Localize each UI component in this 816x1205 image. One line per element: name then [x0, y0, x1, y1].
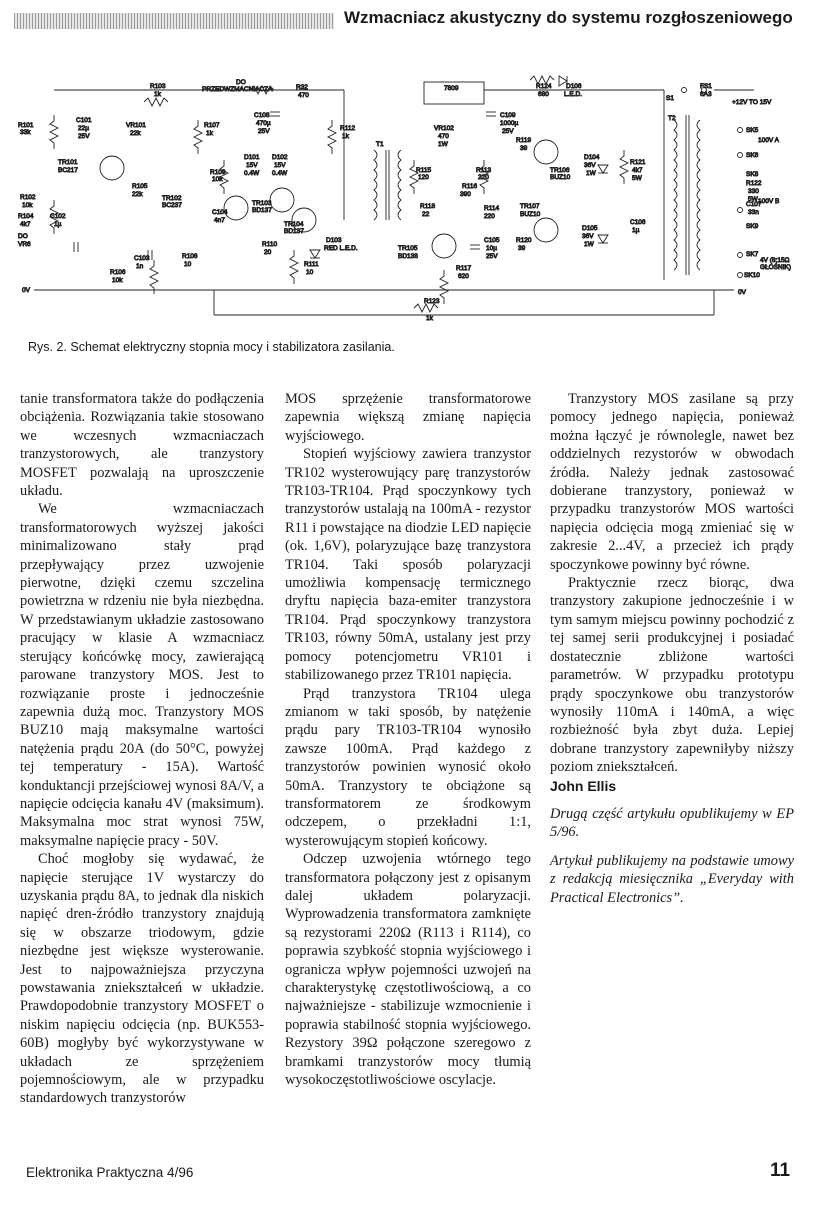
label-tr106-type: BUZ10 — [550, 174, 571, 181]
source-note: Artykuł publikujemy na podstawie umowy z redakcją miesięcznika „Everyday with Practical Electronics”. — [550, 852, 794, 906]
label-c109: C109 — [500, 112, 516, 119]
article-author: John Ellis — [550, 777, 617, 794]
label-0v-left: 0V — [22, 287, 30, 294]
label-r117: R117 — [456, 265, 472, 272]
label-r102-value: 10k — [22, 202, 33, 209]
label-r111: R111 — [304, 261, 319, 268]
label-c105-voltage: 25V — [486, 253, 498, 260]
label-r109: R109 — [210, 169, 226, 176]
label-sk6: SK6 — [746, 152, 759, 159]
label-r119-value: 39 — [520, 145, 528, 152]
label-r113-value: 220 — [478, 174, 489, 181]
label-100vb: 100V B — [758, 198, 780, 205]
label-c108-voltage: 25V — [258, 128, 270, 135]
label-r118-value: 22 — [422, 211, 430, 218]
col2-paragraph-4: Odczep uzwojenia wtórnego tego transformatora połączony jest z opisanym dalej układem polaryzacji. Wyprowadzenia transformatora zamknięte są rezystorami 220Ω (R113 i R114), co poprawia szybkość stopnia wyjściowego i ogranicza wpływ pojemności uzwojeń na charakterystykę częstotliwościową, a co najważniejsze - stabilizuje wzmocnienie i poprawia stabilność stopnia wyjściowego. Rezystory 39Ω połączone szeregowo z bramkami tranzystorów mocy tłumią wysokoczęstotliwościowe oscylacje. — [285, 851, 531, 1089]
label-d106: D106 — [566, 83, 582, 90]
label-c104-value: 4n7 — [214, 217, 225, 224]
label-r124: R124 — [536, 83, 552, 90]
label-r101: R101 — [18, 122, 34, 129]
label-tr105-type: BD138 — [398, 253, 418, 260]
label-c101-value: 22µ — [78, 125, 89, 132]
label-r122: R122 — [746, 180, 762, 187]
label-r123: R123 — [424, 298, 440, 305]
label-r114: R114 — [484, 205, 500, 212]
label-r108-value: 10 — [184, 261, 192, 268]
continuation-note: Drugą część artykułu opublikujemy w EP 5/96. — [550, 805, 794, 841]
label-c101: C101 — [76, 117, 92, 124]
label-sk7: SK7 — [746, 251, 759, 258]
label-c103: C103 — [134, 255, 150, 262]
label-r104-value: 4k7 — [20, 221, 31, 228]
label-r114-value: 220 — [484, 213, 495, 220]
label-r105-value: 22k — [132, 191, 143, 198]
label-r120-value: 39 — [518, 245, 526, 252]
label-d105-voltage: 36V — [582, 233, 594, 240]
label-d104-power: 1W — [586, 170, 596, 177]
label-d105: D105 — [582, 225, 598, 232]
label-r32-value: 470 — [298, 92, 309, 99]
col3-paragraph-2: Praktycznie rzecz biorąc, dwa tranzystory zakupione jednocześnie i w tym samym miejscu powinny pochodzić z tej samej serii produkcyjnej i posiadać dostatecznie zbliżone wartości parametrów. W przypadku prototypu prądy spoczynkowe obu tranzystorów wynosiły 110mA i 140mA, a więc rozbieżność była zbyt duża. Lepiej dobrane tranzystory zapewniłyby niższy poziom zniekształceń. — [550, 575, 794, 776]
article-column-3 — [550, 390, 794, 907]
label-d101-voltage: 15V — [246, 162, 258, 169]
label-d101-power: 0.4W — [244, 170, 260, 177]
label-100va: 100V A — [758, 137, 779, 144]
label-tr102: TR102 — [162, 195, 182, 202]
label-r112: R112 — [340, 125, 356, 132]
label-r115-value: 120 — [418, 174, 429, 181]
label-vr102: VR102 — [434, 125, 454, 132]
col1-paragraph-3: Choć mogłoby się wydawać, że napięcie sterujące 1V wystarczy do uzyskania prądu 8A, to jednak dla niskich napięć dren-źródło tranzystory znajdują się w obszarze triodowym, gdzie niezbędne jest większe wysterowanie. Jest to najpoważniejsza przyczyna powstawania zniekształceń w układzie. Prawdopodobnie tranzystory MOSFET o niskim napięciu odcięcia (np. BUK553-60B) mogłyby być wykorzystywane w układach ze sprzężeniem pojemnościowym, ale w przypadku standardowych tranzystorów — [20, 851, 264, 1107]
label-r103-value: 1k — [154, 91, 161, 98]
label-d101: D101 — [244, 154, 260, 161]
label-r110-value: 20 — [264, 249, 272, 256]
label-s1: S1 — [666, 95, 674, 102]
label-r120: R120 — [516, 237, 532, 244]
label-c108-value: 470µ — [256, 120, 271, 127]
label-7809: 7809 — [444, 85, 459, 92]
label-r122-power: 5W — [748, 196, 758, 203]
label-d104-voltage: 36V — [584, 162, 596, 169]
label-d103: D103 — [326, 237, 342, 244]
label-tr107: TR107 — [520, 203, 540, 210]
label-r121-power: 5W — [632, 175, 642, 182]
article-column-2 — [285, 390, 531, 1089]
label-tr104-type: BD137 — [284, 228, 304, 235]
label-c105-value: 10µ — [486, 245, 497, 252]
label-d102: D102 — [272, 154, 288, 161]
label-r122-value: 330 — [748, 188, 759, 195]
label-tr101: TR101 — [58, 159, 78, 166]
label-r121: R121 — [630, 159, 646, 166]
label-c101-voltage: 25V — [78, 133, 90, 140]
label-d106-value: L.E.D. — [564, 91, 583, 98]
label-r109-value: 10k — [212, 176, 223, 183]
label-r107-value: 1k — [206, 130, 213, 137]
label-do-vr6: DO — [18, 233, 28, 240]
label-tr107-type: BUZ10 — [520, 211, 541, 218]
label-d102-power: 0.4W — [272, 170, 288, 177]
label-r115: R115 — [416, 167, 432, 174]
figure-caption: Rys. 2. Schemat elektryczny stopnia mocy i stabilizatora zasilania. — [28, 340, 395, 354]
label-r123-value: 1k — [426, 315, 433, 322]
label-sk9: SK9 — [746, 223, 759, 230]
label-sk5: SK5 — [746, 127, 759, 134]
header-decoration-bar — [14, 13, 334, 29]
label-r101-value: 33k — [20, 129, 31, 136]
label-c104: C104 — [212, 209, 228, 216]
label-vr101: VR101 — [126, 122, 146, 129]
label-t1: T1 — [376, 141, 384, 148]
label-fs1-value: 6A3 — [700, 91, 712, 98]
label-c109-value: 1000µ — [500, 120, 519, 127]
label-r107: R107 — [204, 122, 220, 129]
label-przedwzmacniacza: PRZEDWZMACNIACZA — [202, 86, 273, 93]
label-do-przed: DO — [236, 79, 246, 86]
label-0v-right: 0V — [738, 289, 746, 296]
label-r102: R102 — [20, 194, 36, 201]
label-r105: R105 — [132, 183, 148, 190]
article-column-1 — [20, 390, 264, 1108]
col1-paragraph-1: tanie transformatora także do podłączenia obciążenia. Rozwiązania takie stosowano we wczesnych wzmacniaczach tranzystorowych, ale tranzystory MOSFET pozwalają na uproszczenie układu. — [20, 391, 264, 500]
col2-paragraph-3: Prąd tranzystora TR104 ulega zmianom w taki sposób, by natężenie prądu pary TR103-TR104 wynosiło zawsze 100mA. Prąd każdego z tranzystorów powinien wynosić około 50mA. Tranzystory te obciążone są transformatorem ze środkowym odczepem, o przekładni 1:1, wysterowującym stopień końcowy. — [285, 685, 531, 849]
label-4v: 4V (8:15Ω — [760, 257, 790, 264]
label-r116-value: 390 — [460, 191, 471, 198]
label-r106: R106 — [110, 269, 126, 276]
footer-magazine-issue: Elektronika Praktyczna 4/96 — [26, 1165, 194, 1180]
label-c102: C102 — [50, 213, 66, 220]
label-d103-type: RED L.E.D. — [324, 245, 358, 252]
label-r113: R113 — [476, 167, 492, 174]
label-c108: C108 — [254, 112, 270, 119]
label-c105: C105 — [484, 237, 500, 244]
label-vr102-value: 470 — [438, 133, 449, 140]
label-r119: R119 — [516, 137, 532, 144]
label-c107-value: 33n — [748, 209, 759, 216]
label-c102-value: 1µ — [54, 221, 62, 228]
label-tr104: TR104 — [284, 221, 304, 228]
col2-paragraph-2: Stopień wyjściowy zawiera tranzystor TR102 wysterowujący parę tranzystorów TR103-TR104. Prąd spoczynkowy tych tranzystorów ustalają na 100mA - rezystor R11 i powstające na diodzie LED napięcie (ok. 1,6V), polaryzujące bazę tranzystora TR104. Taki sposób polaryzacji umożliwia kompensację termicznego dryftu napięcia baza-emiter tranzystora TR104. Prąd spoczynkowy tranzystora TR103, równy 50mA, ustalany jest przy pomocy potencjometru VR101 i stabilizowanego przez TR101 napięcia. — [285, 446, 531, 684]
label-r104: R104 — [18, 213, 34, 220]
label-d105-power: 1W — [584, 241, 594, 248]
label-sk10: SK10 — [744, 272, 760, 279]
label-r110: R110 — [262, 241, 278, 248]
label-vr102-power: 1W — [438, 141, 448, 148]
page-header-title: Wzmacniacz akustyczny do systemu rozgłoszeniowego — [344, 8, 793, 27]
label-r117-value: 620 — [458, 273, 469, 280]
label-vr6: VR6 — [18, 241, 31, 248]
label-r118: R118 — [420, 203, 436, 210]
label-d104: D104 — [584, 154, 600, 161]
label-c106-value: 1µ — [632, 227, 640, 234]
label-r103: R103 — [150, 83, 166, 90]
col1-paragraph-2: We wzmacniaczach transformatorowych wyższej jakości minimalizowano stały prąd przepływający przez uzwojenie pierwotne, dzięki czemu szczelina powietrzna w rdzeniu nie była niezbędna. W przedstawianym układzie zastosowano pracujący w klasie A wzmacniacz sterujący końcówkę mocy, zawierającą parowane tranzystory MOS. Jest to rozwiązanie proste i jednocześnie zapewnia dużą moc. Tranzystory MOS BUZ10 mają maksymalne wartości natężenia prądu 20A (do 50°C, powyżej tej temperatury - 15A). Wartość konduktancji przejściowej wynosi 8A/V, a napięcie odcięcia kanału 4V (maksimum). Maksymalna moc strat wynosi 75W, maksymalne napięcie pracy - 50V. — [20, 501, 264, 849]
label-r108: R108 — [182, 253, 198, 260]
label-r111-value: 10 — [306, 269, 314, 276]
label-tr101-type: BC217 — [58, 167, 78, 174]
label-c109-voltage: 25V — [502, 128, 514, 135]
col3-paragraph-1: Tranzystory MOS zasilane są przy pomocy jednego napięcia, ponieważ można łączyć je równolegle, nawet bez oddzielnych rezystorów w obwodach źródła. Należy jednak zastosować dobierane tranzystory, ponieważ w przypadku tranzystorów MOS wartości napięcia odcięcia mogą zmieniać się w zakresie 2...4V, a przecież ich prądy spoczynkowe powinny być równe. — [550, 391, 794, 573]
label-tr103-type: BD137 — [252, 207, 272, 214]
label-tr102-type: BC237 — [162, 202, 182, 209]
col2-paragraph-1: MOS sprzężenie transformatorowe zapewnia większą zmianę napięcia wyjściowego. — [285, 391, 531, 444]
label-r124-value: 680 — [538, 91, 549, 98]
label-tr106: TR106 — [550, 167, 570, 174]
label-c103-value: 1n — [136, 263, 144, 270]
label-r112-value: 1k — [342, 133, 349, 140]
label-r32: R32 — [296, 84, 308, 91]
label-r121-value: 4k7 — [632, 167, 643, 174]
label-12v: +12V TO 15V — [732, 99, 772, 106]
label-d102-voltage: 15V — [274, 162, 286, 169]
label-r116: R116 — [462, 183, 478, 190]
label-t2: T2 — [668, 115, 676, 122]
label-c106: C106 — [630, 219, 646, 226]
circuit-schematic — [14, 60, 802, 330]
label-tr105: TR105 — [398, 245, 418, 252]
label-vr101-value: 22k — [130, 130, 141, 137]
label-glosnik: GŁOŚNIK) — [760, 264, 792, 271]
label-fs1: FS1 — [700, 83, 712, 90]
label-tr103: TR103 — [252, 200, 272, 207]
label-sk8: SK8 — [746, 171, 759, 178]
label-c107: C107 — [746, 201, 762, 208]
footer-page-number: 11 — [770, 1160, 791, 1181]
label-r106-value: 10k — [112, 277, 123, 284]
